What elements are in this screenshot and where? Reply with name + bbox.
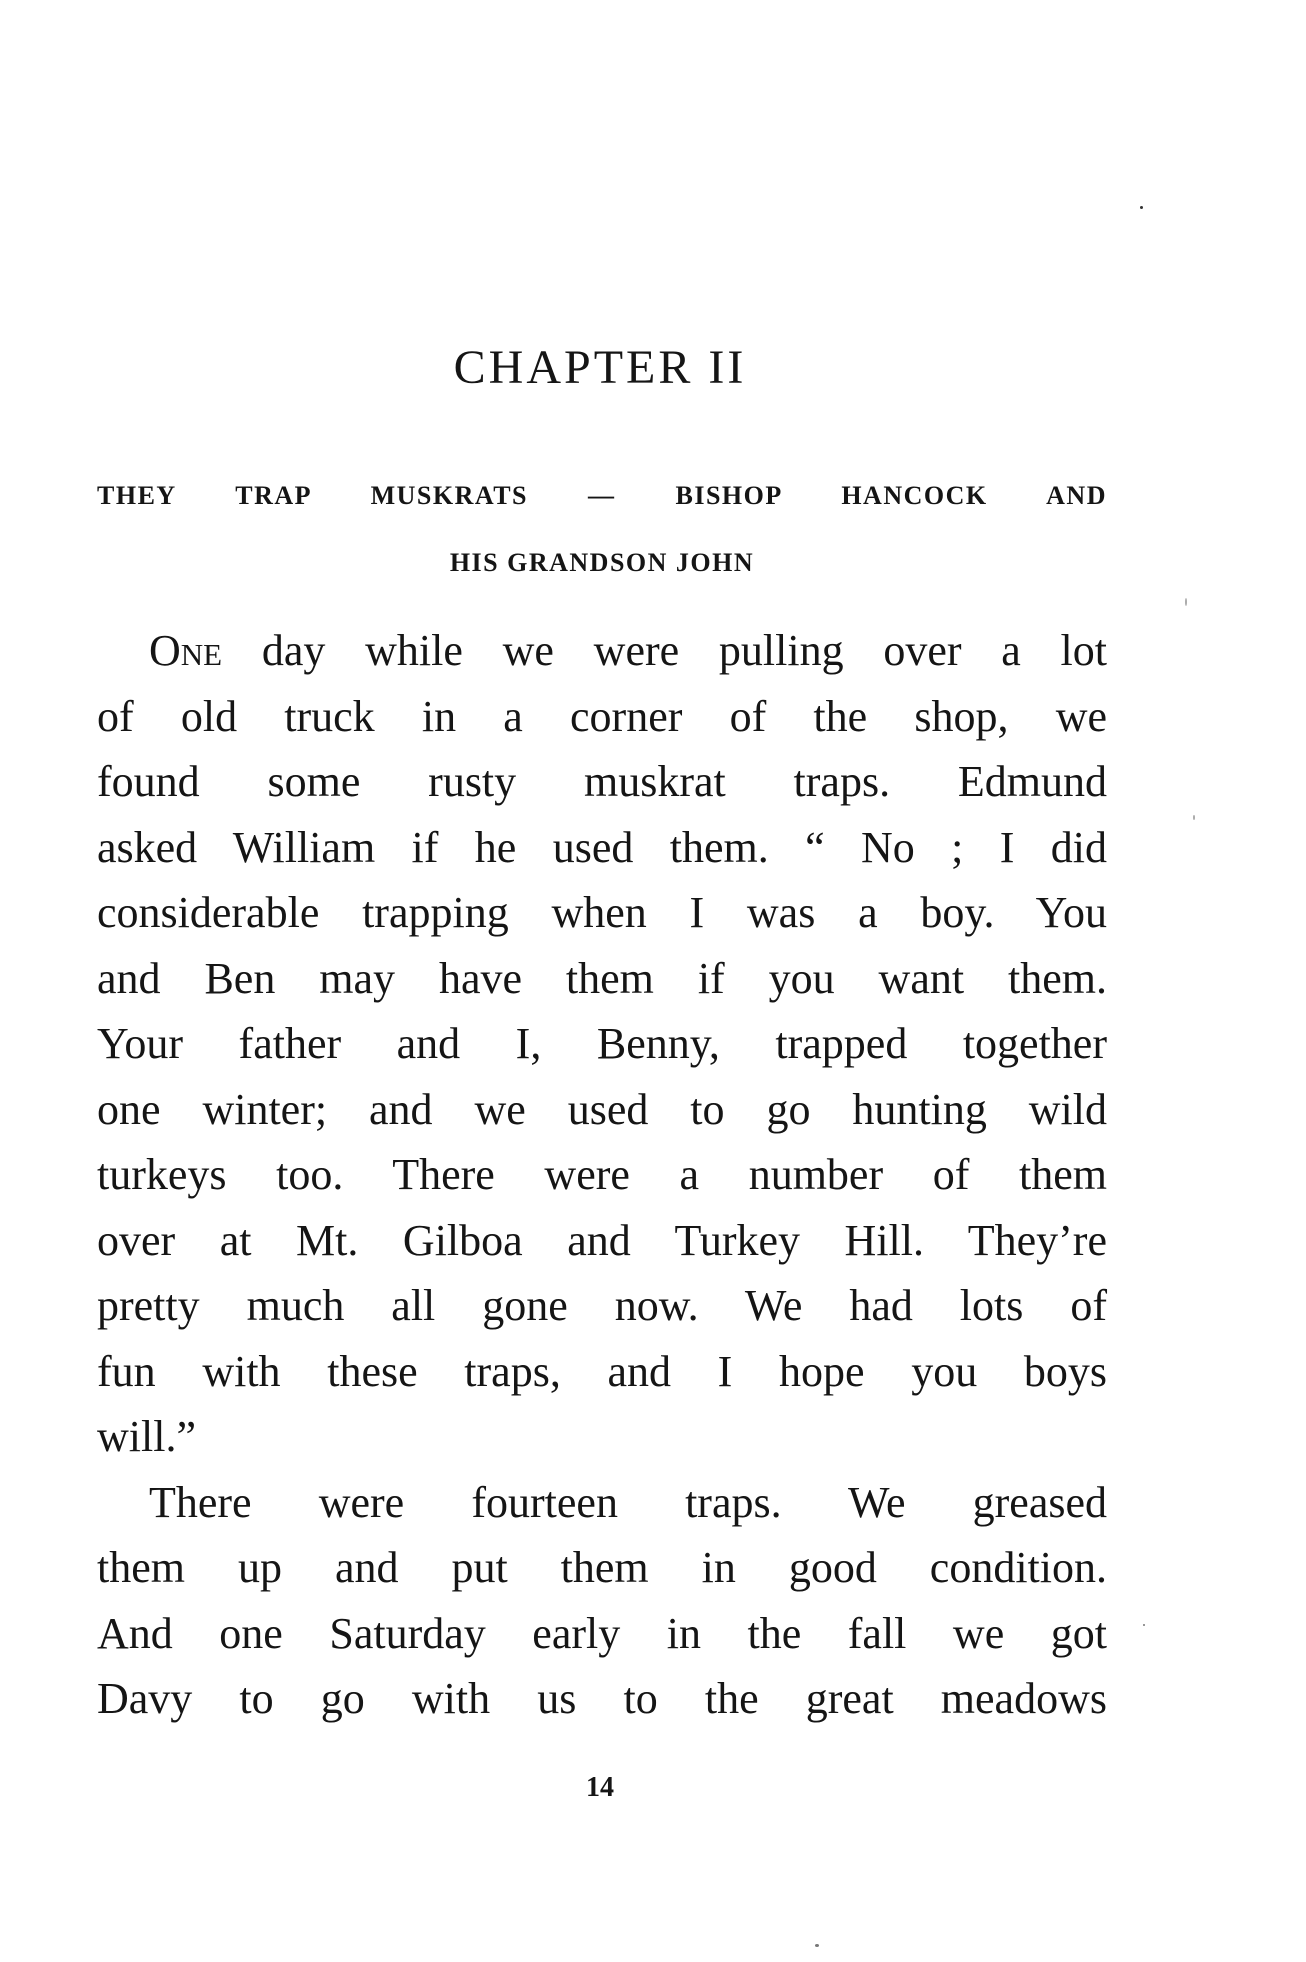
- text-line: pretty much all gone now. We had lots of: [97, 1281, 1107, 1330]
- scan-speck: [1140, 206, 1143, 209]
- scan-speck: [1193, 815, 1195, 820]
- drop-lead-word: One: [149, 626, 223, 675]
- text-line: one winter; and we used to go hunting wild: [97, 1084, 1107, 1134]
- page-number: 14: [586, 1772, 614, 1803]
- text-line: turkeys too. There were a number of them: [97, 1150, 1107, 1199]
- chapter-subtitle: [97, 462, 1107, 596]
- text-line: Your father and I, Benny, trapped together: [97, 1019, 1107, 1068]
- body-text: [97, 618, 1107, 1732]
- text-line: asked William if he used them. “ No ; I did: [97, 822, 1107, 872]
- text-line: of old truck in a corner of the shop, we: [97, 691, 1107, 741]
- paragraph-2: [97, 1470, 1107, 1732]
- text-line: One day while we were pulling over a lot: [149, 626, 1107, 675]
- text-line: There were fourteen traps. We greased: [149, 1477, 1107, 1527]
- text-line: fun with these traps, and I hope you boys: [97, 1346, 1107, 1396]
- text-line: And one Saturday early in the fall we got: [97, 1608, 1107, 1658]
- text-line: will.”: [97, 1412, 196, 1461]
- text-line: over at Mt. Gilboa and Turkey Hill. They’re: [97, 1215, 1107, 1265]
- chapter-subtitle-line-1: THEY TRAP MUSKRATS — BISHOP HANCOCK AND: [97, 481, 1107, 510]
- text-line: considerable trapping when I was a boy. You: [97, 888, 1107, 937]
- text-line: and Ben may have them if you want them.: [97, 953, 1107, 1003]
- scan-speck: [1185, 598, 1187, 606]
- scan-speck: [1143, 1624, 1145, 1626]
- chapter-title: CHAPTER II: [453, 341, 747, 394]
- text-line: found some rusty muskrat traps. Edmund: [97, 757, 1107, 806]
- text-line: Davy to go with us to the great meadows: [97, 1674, 1107, 1723]
- text-line: them up and put them in good condition.: [97, 1543, 1107, 1592]
- chapter-subtitle-line-2: HIS GRANDSON JOHN: [449, 548, 755, 577]
- scan-speck: [815, 1944, 819, 1947]
- paragraph-1: [97, 618, 1107, 1470]
